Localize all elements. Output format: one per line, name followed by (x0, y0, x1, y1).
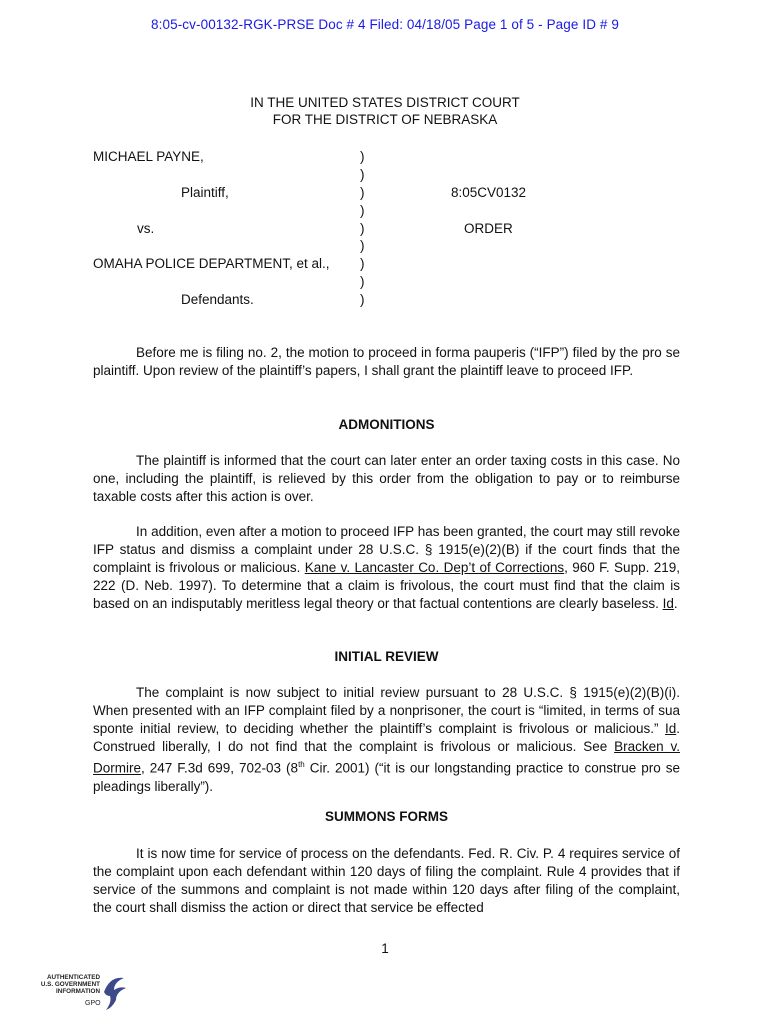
court-title (0, 94, 770, 128)
caption-paren: ) (360, 221, 365, 236)
initial-review-text-b: . Construed liberally, I do not find that the complaint is frivolous or malicious. See (93, 721, 680, 754)
admonitions-heading: ADMONITIONS (338, 417, 435, 432)
admonitions-text-2b: , 960 F. Supp. 219, 222 (D. Neb. 1997). To determine that a claim is frivolous, the court must find that the claim is based on an indisputably meritless legal theory or that factual contentions are clearly baseless. (93, 560, 680, 611)
id-citation: Id (664, 721, 677, 736)
initial-review-heading: INITIAL REVIEW (334, 649, 439, 664)
plaintiff-name: MICHAEL PAYNE, (93, 149, 204, 164)
case-citation-kane: Kane v. Lancaster Co. Dep’t of Corrections (304, 560, 565, 575)
initial-review-paragraph (93, 684, 680, 796)
caption-paren: ) (360, 149, 365, 164)
caption-paren: ) (360, 274, 365, 289)
eagle-icon (100, 972, 130, 1012)
seal-line-2: U.S. GOVERNMENT (40, 981, 100, 988)
summons-heading: SUMMONS FORMS (325, 809, 448, 824)
ordinal-superscript: th (298, 760, 305, 769)
intro-text: Before me is filing no. 2, the motion to proceed in forma pauperis (“IFP”) filed by the pro se plaintiff. Upon review of the plaintiff’s papers, I shall grant the plaintiff leave to proceed IFP. (93, 345, 680, 378)
initial-review-text-c: , 247 F.3d 699, 702-03 (8 (141, 760, 299, 776)
document-title: ORDER (464, 221, 513, 236)
admonitions-paragraph-2 (93, 523, 680, 613)
id-citation: Id (662, 596, 674, 611)
admonitions-text-1: The plaintiff is informed that the court can later enter an order taxing costs in this case. No one, including the plaintiff, is relieved by this order from the obligation to pay or to reimburse taxable costs after this action is over. (93, 453, 680, 504)
plaintiff-role: Plaintiff, (181, 185, 229, 200)
summons-paragraph (93, 845, 680, 917)
initial-review-text-a: The complaint is now subject to initial review pursuant to 28 U.S.C. § 1915(e)(2)(B)(i). When presented with an IFP complaint filed by a nonprisoner, the court is “limited, in terms of sua sponte initial review, to deciding whether the plaintiff’s complaint is frivolous or malicious.” (93, 685, 680, 736)
gpo-authentication-seal (40, 970, 135, 1015)
page-number: 1 (381, 941, 389, 956)
initial-review-text-d: Cir. 2001) (“it is our longstanding practice to construe pro se pleadings liberally”). (93, 760, 680, 794)
caption-paren: ) (360, 238, 365, 253)
period: . (673, 596, 678, 611)
caption-paren: ) (360, 167, 365, 182)
defendant-role: Defendants. (181, 292, 254, 307)
caption-paren: ) (360, 203, 365, 218)
court-title-line1: IN THE UNITED STATES DISTRICT COURT (250, 95, 520, 110)
summons-text: It is now time for service of process on the defendants. Fed. R. Civ. P. 4 requires service of the complaint upon each defendant within 120 days of filing the complaint. Rule 4 provides that if service of the summons and complaint is not made within 120 days after filing of the complaint, the court shall dismiss the action or direct that service be effected (93, 846, 680, 915)
intro-paragraph (93, 344, 680, 380)
case-number: 8:05CV0132 (451, 185, 527, 200)
gpo-seal-text (40, 974, 100, 995)
admonitions-paragraph-1 (93, 452, 680, 506)
seal-line-3: INFORMATION (56, 988, 100, 995)
court-title-line2: FOR THE DISTRICT OF NEBRASKA (272, 112, 498, 127)
seal-line-1: AUTHENTICATED (46, 974, 100, 981)
case-citation-bracken: Bracken v. Dormire (93, 739, 680, 776)
admonitions-text-2a: In addition, even after a motion to proceed IFP has been granted, the court may still revoke IFP status and dismiss a complaint under 28 U.S.C. § 1915(e)(2)(B) if the court finds that the complaint is frivolous or malicious. (93, 524, 680, 575)
docket-header-stamp: 8:05-cv-00132-RGK-PRSE Doc # 4 Filed: 04/18/05 Page 1 of 5 - Page ID # 9 (151, 17, 619, 32)
caption-paren: ) (360, 292, 365, 307)
caption-paren: ) (360, 185, 365, 200)
versus-label: vs. (137, 221, 155, 236)
defendant-name: OMAHA POLICE DEPARTMENT, et al., (93, 256, 330, 271)
gpo-tag: GPO (85, 1000, 101, 1007)
caption-paren: ) (360, 256, 365, 271)
